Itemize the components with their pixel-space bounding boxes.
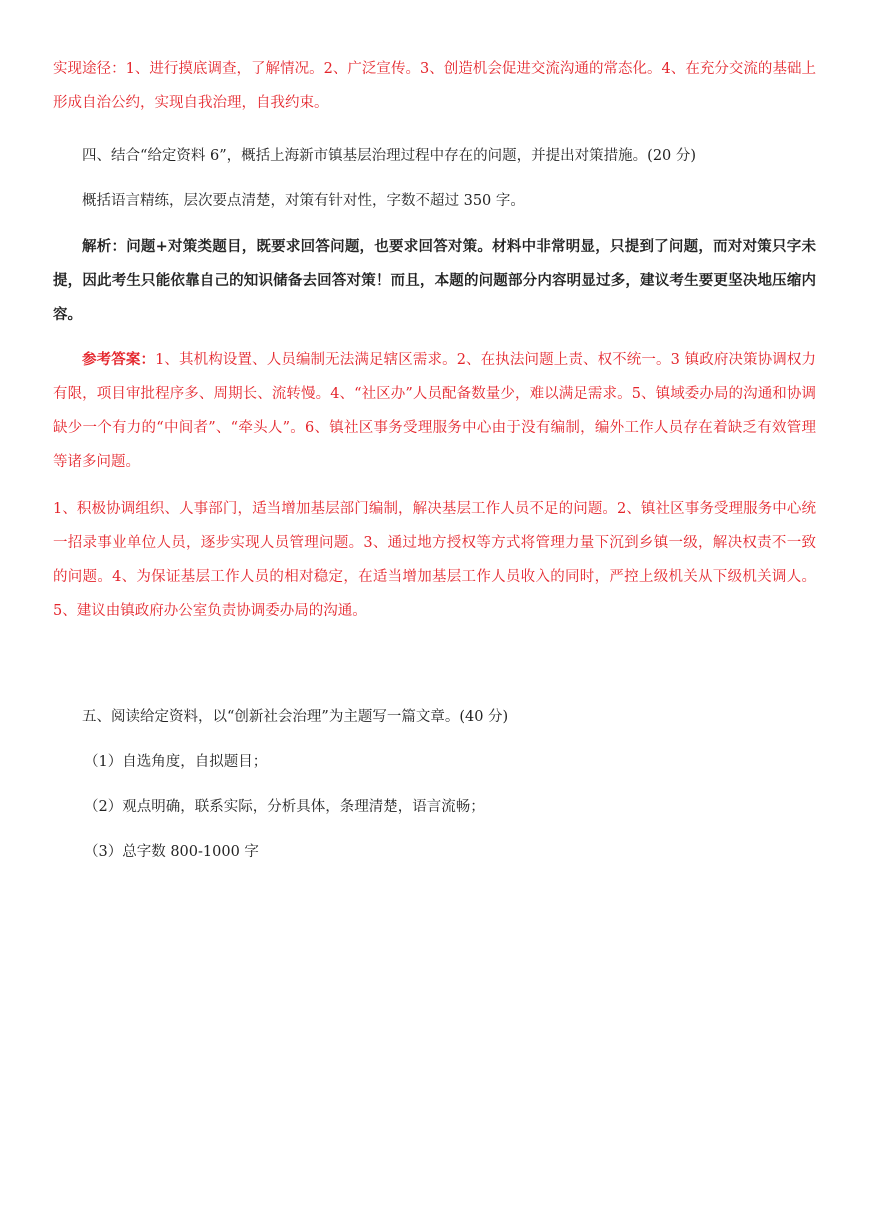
question-5-requirement-1: （1）自选角度，自拟题目； bbox=[84, 754, 268, 770]
question-5-requirement-2: （2）观点明确，联系实际，分析具体，条理清楚，语言流畅； bbox=[84, 799, 485, 815]
question-5-title: 五、阅读给定资料，以“创新社会治理”为主题写一篇文章。(40 分) bbox=[82, 709, 509, 725]
reference-answer-text: 1、其机构设置、人员编制无法满足辖区需求。2、在执法问题上责、权不统一。3 镇政府决策协调权力有限，项目审批程序多、周期长、流转慢。4、“社区办”人员配备数量少，难以满足需求。5、镇域委办局的沟通和协调缺少一个有力的“中间者”、“牵头人”。6、镇社区事务受理服务中心由于没有编制，编外工作人员存在着缺乏有效管理等诸多问题。 bbox=[53, 352, 817, 470]
reference-answer-paragraph bbox=[53, 343, 816, 479]
question-5-requirement-3: （3）总字数 800-1000 字 bbox=[84, 844, 259, 860]
implementation-paragraph: 实现途径：1、进行摸底调查，了解情况。2、广泛宣传。3、创造机会促进交流沟通的常态化。4、在充分交流的基础上形成自治公约，实现自我治理，自我约束。 bbox=[53, 61, 816, 111]
question-4-requirement: 概括语言精练，层次要点清楚，对策有针对性，字数不超过 350 字。 bbox=[82, 193, 525, 209]
analysis-paragraph: 解析：问题+对策类题目，既要求回答问题，也要求回答对策。材料中非常明显，只提到了问题，而对对策只字未提，因此考生只能依靠自己的知识储备去回答对策！而且，本题的问题部分内容明显过多，建议考生要更坚决地压缩内容。 bbox=[53, 238, 816, 323]
reference-answer-label: 参考答案： bbox=[82, 351, 156, 368]
question-4-title: 四、结合“给定资料 6”，概括上海新市镇基层治理过程中存在的问题，并提出对策措施。(20 分) bbox=[82, 148, 697, 164]
measures-paragraph: 1、积极协调组织、人事部门，适当增加基层部门编制，解决基层工作人员不足的问题。2、镇社区事务受理服务中心统一招录事业单位人员，逐步实现人员管理问题。3、通过地方授权等方式将管理力量下沉到乡镇一级，解决权责不一致的问题。4、为保证基层工作人员的相对稳定，在适当增加基层工作人员收入的同时，严控上级机关从下级机关调人。5、建议由镇政府办公室负责协调委办局的沟通。 bbox=[53, 501, 816, 619]
